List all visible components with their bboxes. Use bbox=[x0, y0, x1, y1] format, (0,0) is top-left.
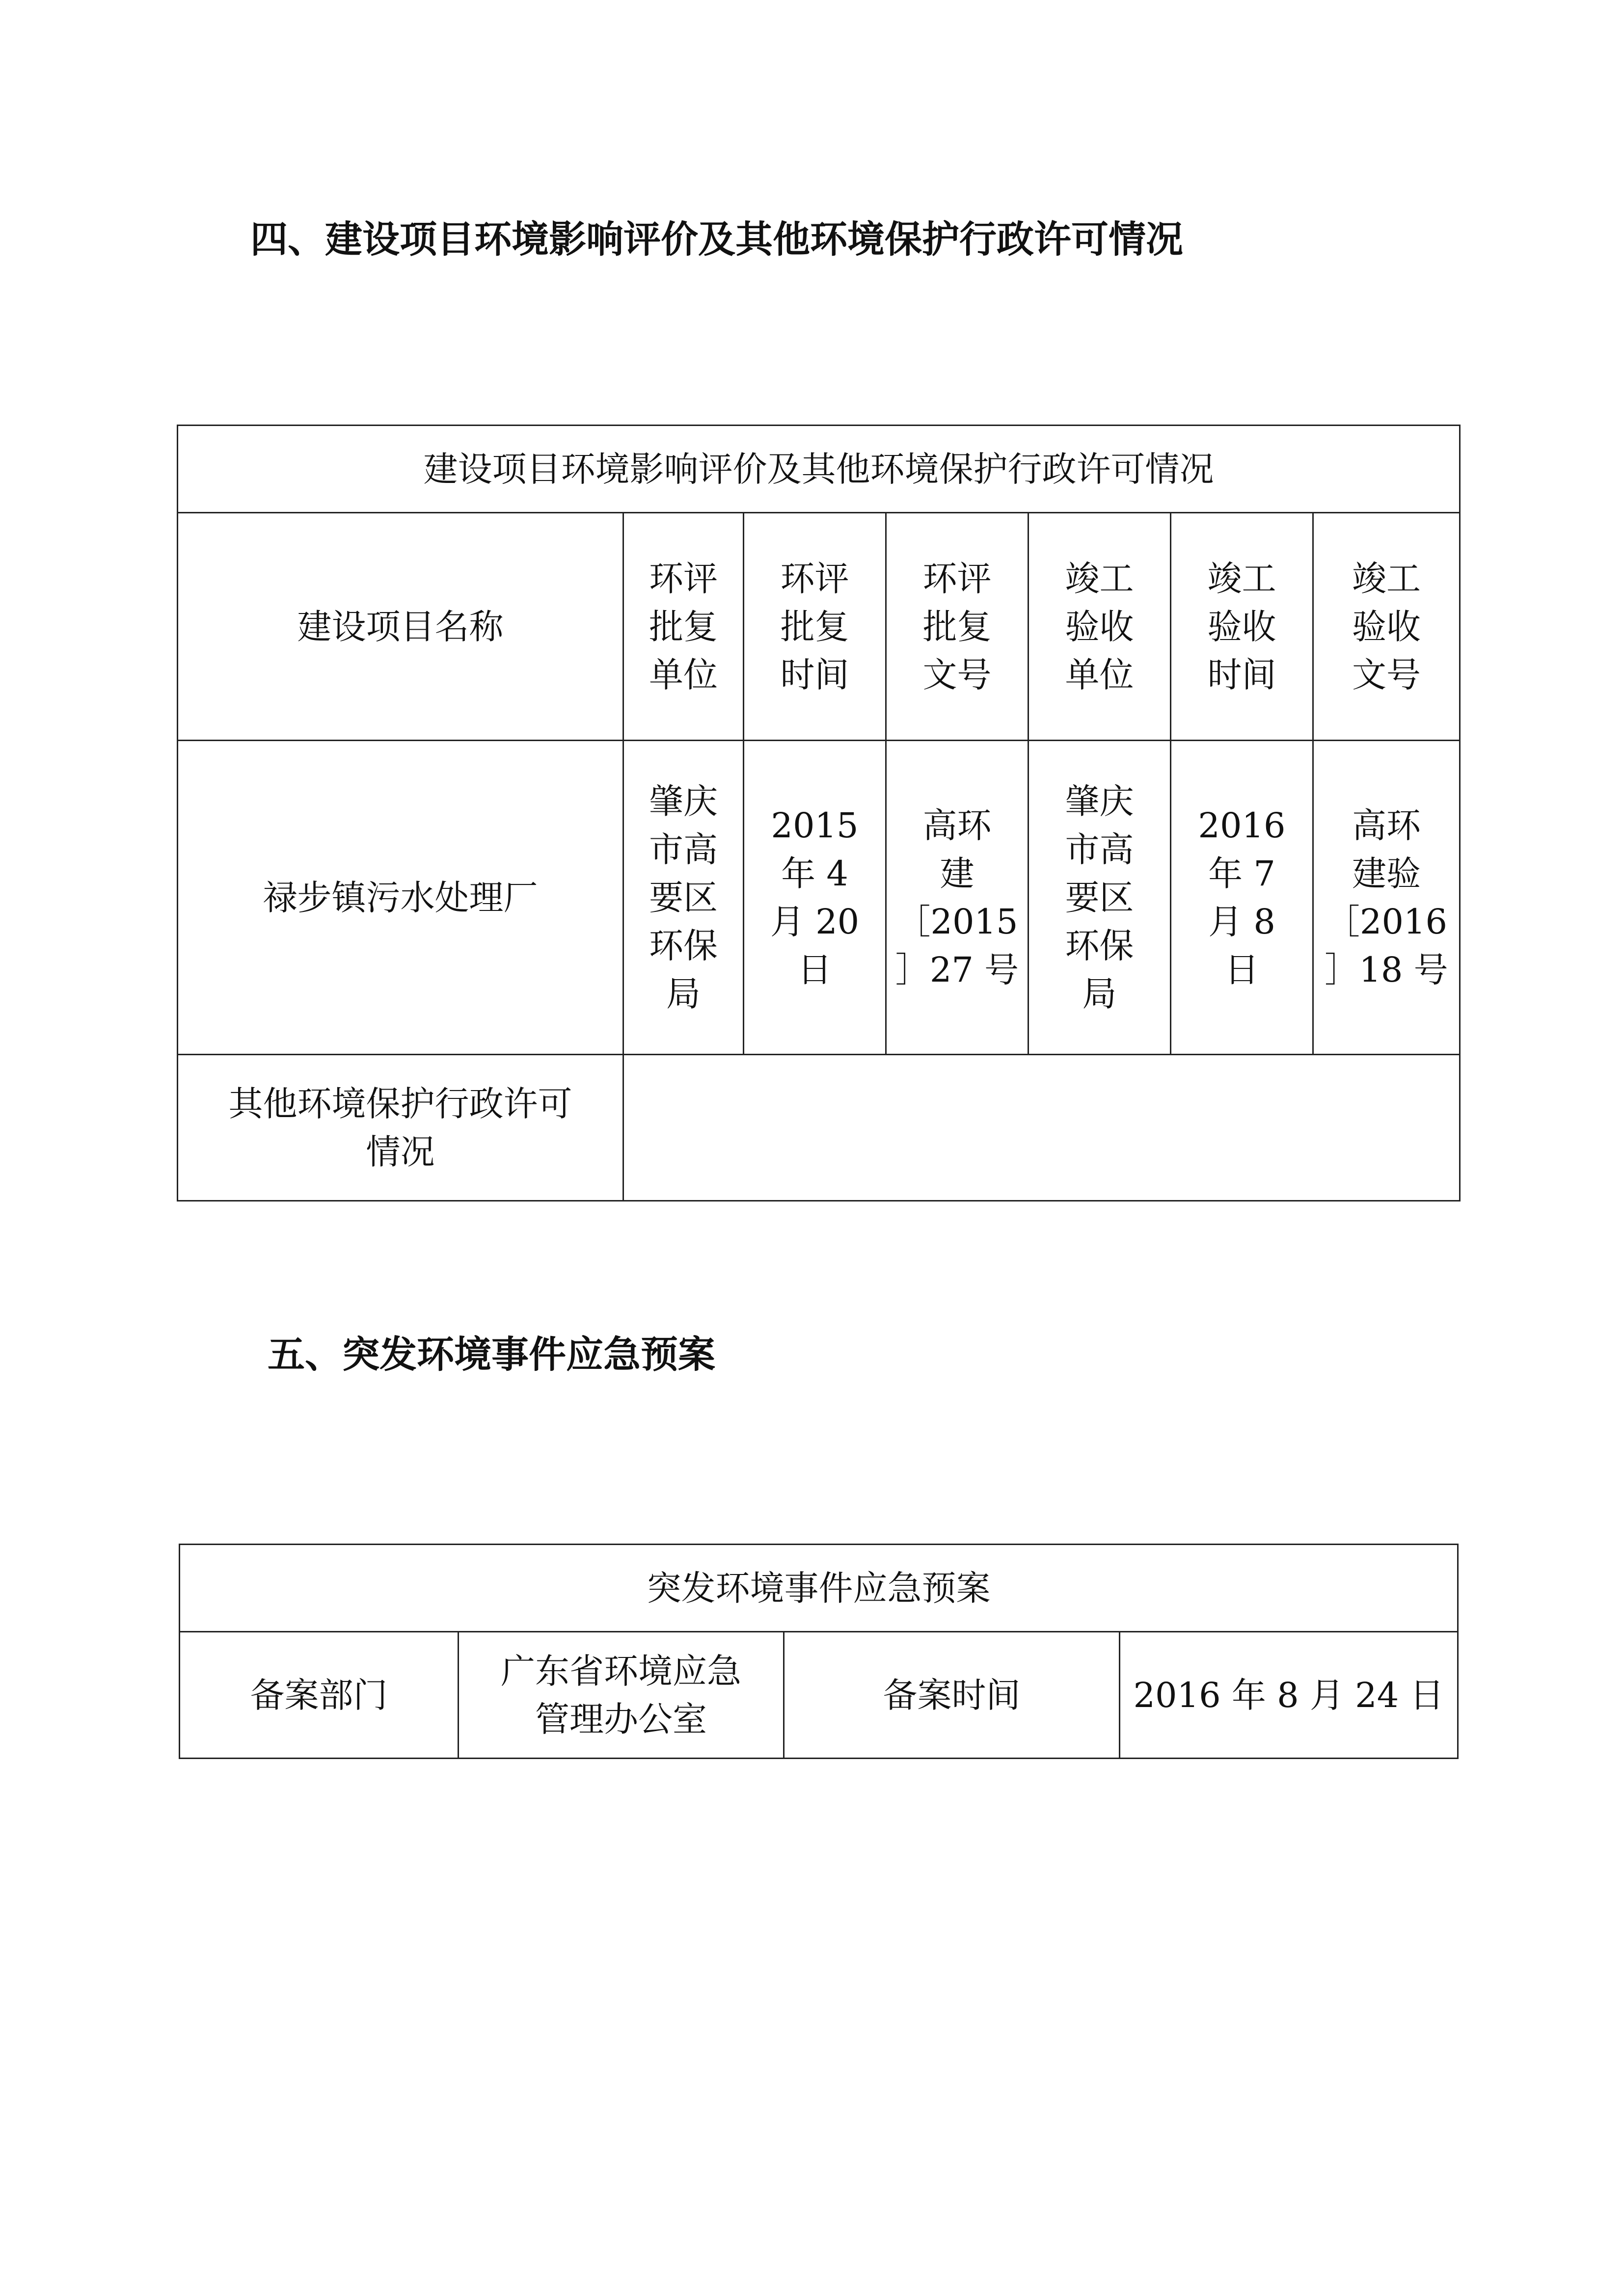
table-header-row bbox=[178, 513, 1460, 741]
header-acceptance-time: 竣工 验收 时间 bbox=[1171, 513, 1313, 741]
filing-time-label: 备案时间 bbox=[784, 1632, 1120, 1759]
cell-eia-time: 2015 年 4 月 20 日 bbox=[744, 741, 886, 1055]
cell-eia-doc: 高环 建 ［2015 ］27 号 bbox=[886, 741, 1029, 1055]
table-title-row bbox=[178, 426, 1460, 513]
filing-time-value: 2016 年 8 月 24 日 bbox=[1120, 1632, 1458, 1759]
section-4-heading: 四、建设项目环境影响评价及其他环境保护行政许可情况 bbox=[250, 217, 1183, 261]
filing-dept-label: 备案部门 bbox=[180, 1632, 459, 1759]
header-eia-time: 环评 批复 时间 bbox=[744, 513, 886, 741]
cell-acceptance-unit: 肇庆 市高 要区 环保 局 bbox=[1029, 741, 1171, 1055]
eia-permit-table bbox=[177, 425, 1461, 1201]
table-row-other bbox=[178, 1055, 1460, 1201]
header-project-name: 建设项目名称 bbox=[178, 513, 623, 741]
table-row bbox=[180, 1632, 1458, 1759]
other-permit-value bbox=[623, 1055, 1460, 1201]
filing-dept-value: 广东省环境应急 管理办公室 bbox=[459, 1632, 784, 1759]
header-acceptance-unit: 竣工 验收 单位 bbox=[1029, 513, 1171, 741]
cell-acceptance-doc: 高环 建验 ［2016 ］18 号 bbox=[1313, 741, 1460, 1055]
header-eia-unit: 环评 批复 单位 bbox=[623, 513, 744, 741]
cell-acceptance-time: 2016 年 7 月 8 日 bbox=[1171, 741, 1313, 1055]
header-acceptance-doc: 竣工 验收 文号 bbox=[1313, 513, 1460, 741]
other-permit-label: 其他环境保护行政许可 情况 bbox=[178, 1055, 623, 1201]
cell-eia-unit: 肇庆 市高 要区 环保 局 bbox=[623, 741, 744, 1055]
table-row bbox=[178, 741, 1460, 1055]
header-eia-doc: 环评 批复 文号 bbox=[886, 513, 1029, 741]
section-5-heading: 五、突发环境事件应急预案 bbox=[268, 1333, 715, 1376]
emergency-table-title: 突发环境事件应急预案 bbox=[180, 1545, 1458, 1632]
table-title-row bbox=[180, 1545, 1458, 1632]
eia-table-title: 建设项目环境影响评价及其他环境保护行政许可情况 bbox=[178, 426, 1460, 513]
cell-project-name: 禄步镇污水处理厂 bbox=[178, 741, 623, 1055]
emergency-plan-table bbox=[179, 1544, 1459, 1759]
